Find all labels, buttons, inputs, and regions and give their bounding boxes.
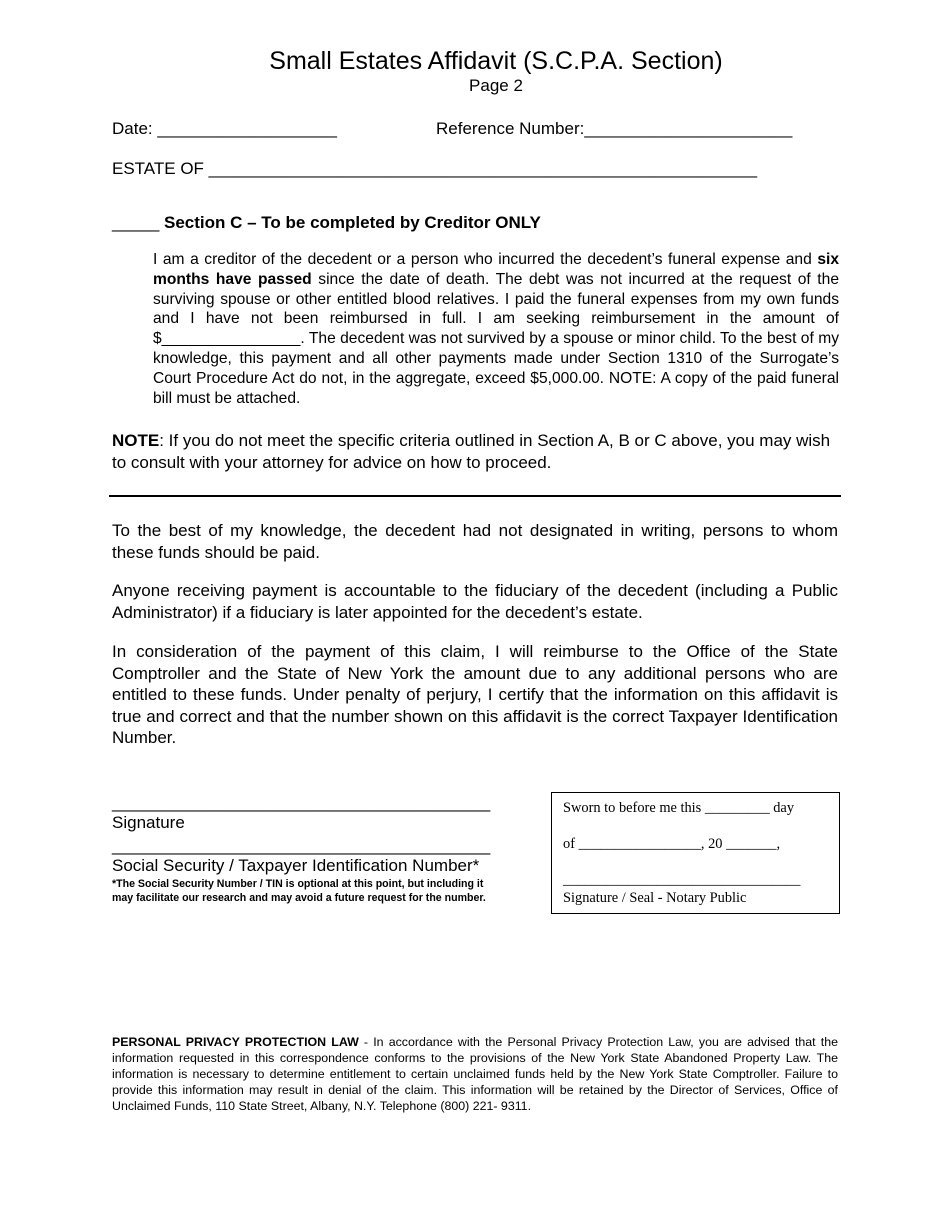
section-c-text-start: I am a creditor of the decedent or a person who incurred the decedent’s funeral expense and bbox=[153, 251, 818, 268]
statement-paragraph-2: Anyone receiving payment is accountable to the fiduciary of the decedent (including a Public Administrator) if a fiduciary is later appointed for the decedent’s estate. bbox=[112, 581, 838, 622]
estate-of-field[interactable]: ESTATE OF __________________________________________________________ bbox=[112, 159, 758, 178]
reference-number-field[interactable]: Reference Number:______________________ bbox=[436, 119, 793, 138]
section-c-paragraph bbox=[153, 250, 839, 408]
section-c-heading bbox=[112, 213, 541, 233]
notary-signature-line[interactable]: _________________________________ bbox=[563, 872, 801, 888]
statement-paragraph-3: In consideration of the payment of this claim, I will reimburse to the Office of the State Comptroller and the State of New York the amount due to any additional persons who are entitled to these funds. Under penalty of perjury, I certify that the information on this affidavit is true and correct and that the number shown on this affidavit is the correct Taxpayer Identification Number. bbox=[112, 642, 838, 747]
note-paragraph bbox=[112, 430, 840, 473]
privacy-label: PERSONAL PRIVACY PROTECTION LAW bbox=[112, 1035, 359, 1049]
notary-sworn-line[interactable]: Sworn to before me this _________ day bbox=[563, 800, 795, 816]
notary-date-line[interactable]: of _________________, 20 _______, bbox=[563, 836, 781, 852]
ssn-footnote-line-2: may facilitate our research and may avoid a future request for the number. bbox=[112, 892, 486, 904]
signature-line[interactable]: ________________________________________ bbox=[112, 793, 491, 812]
ssn-tin-line[interactable]: ________________________________________ bbox=[112, 836, 491, 855]
section-c-text-bold: six months have passed bbox=[153, 251, 839, 288]
date-field[interactable]: Date: ___________________ bbox=[112, 119, 337, 138]
privacy-notice bbox=[112, 1034, 838, 1114]
section-c-title: Section C – To be completed by Creditor ONLY bbox=[164, 213, 541, 232]
privacy-text: - In accordance with the Personal Privacy Protection Law, you are advised that the information requested in this correspondence conforms to the provisions of the New York State Abandoned Property Law. The information is necessary to determine entitlement to certain unclaimed funds held by the New York State Comptroller. Failure to provide this information may result in denial of the claim. This information will be retained by the Director of Services, Office of Unclaimed Funds, 110 State Street, Albany, N.Y. Telephone (800) 221- 9311. bbox=[112, 1035, 838, 1113]
notary-signature-label: Signature / Seal - Notary Public bbox=[563, 890, 747, 906]
section-c-text-rest: since the date of death. The debt was not incurred at the request of the surviving spouse or other entitled blood relatives. I paid the funeral expenses from my own funds and I have not been reimbursed in full. I am seeking reimbursement in the amount of $________________. The decedent was not survived by a spouse or minor child. To the best of my knowledge, this payment and all other payments made under Section 1310 of the Surrogate’s Court Procedure Act do not, in the aggregate, exceed $5,000.00. NOTE: A copy of the paid funeral bill must be attached. bbox=[153, 270, 839, 407]
note-text: : If you do not meet the specific criteria outlined in Section A, B or C above, you may wish to consult with your attorney for advice on how to proceed. bbox=[112, 431, 831, 472]
section-c-checkbox-line[interactable]: _____ bbox=[112, 213, 164, 232]
ssn-tin-label: Social Security / Taxpayer Identification Number* bbox=[112, 856, 480, 875]
divider bbox=[109, 495, 841, 497]
page-title: Small Estates Affidavit (S.C.P.A. Section) bbox=[269, 47, 723, 75]
ssn-footnote-line-1: *The Social Security Number / TIN is optional at this point, but including it bbox=[112, 878, 484, 890]
note-label: NOTE bbox=[112, 431, 160, 450]
signature-label: Signature bbox=[112, 813, 185, 832]
notary-box bbox=[551, 792, 840, 914]
page-number: Page 2 bbox=[469, 76, 523, 95]
statement-paragraph-1: To the best of my knowledge, the decedent had not designated in writing, persons to whom these funds should be paid. bbox=[112, 521, 838, 562]
